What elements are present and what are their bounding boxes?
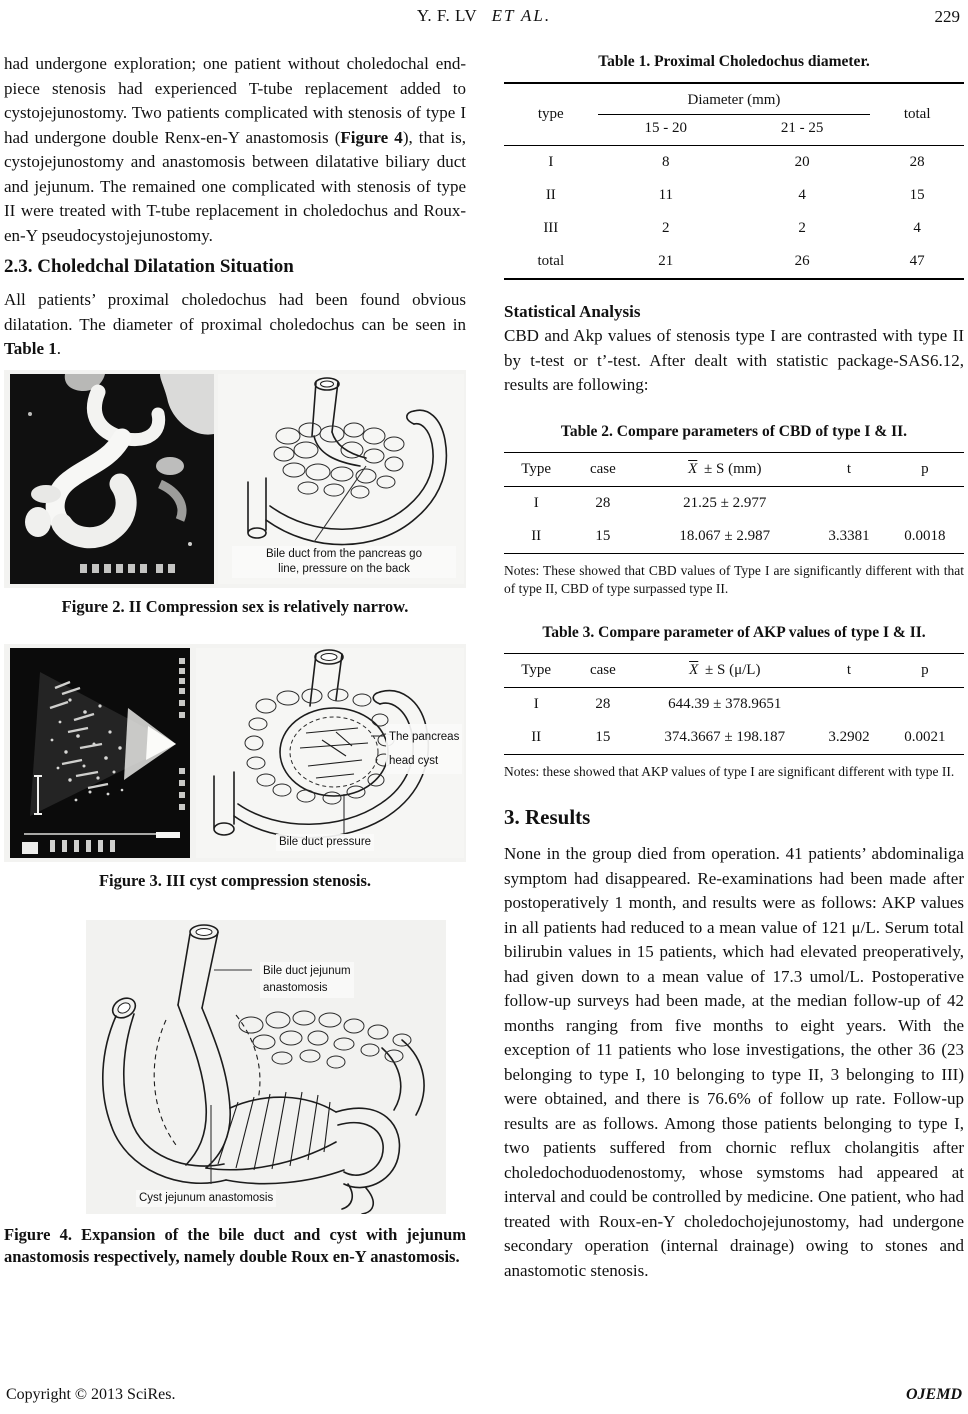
- figure2-caption: Figure 2. II Compression sex is relatively narrow.: [61, 596, 409, 616]
- table1: [504, 82, 964, 280]
- results-paragraph: None in the group died from operation. 41 patients’ abdominaliga symptom had disappeared. Re-examinations had been made after postoperatively 1 month, and results were as follows: AKP values in all patients had reduced to a mean value of 121 μ/L. Serum total bilirubin values in 15 patients, which had elevated preoperatively, had given down to a mean value of 17.3 umol/L. Postoperative follow-up surveys had been made, at the median follow-up of 42 months ranging from five months to eight years. With the exception of 11 patients who lose investigations, the other 36 (23 belonging to type I, 10 belonging to type II, 3 belonging to III) were obtained, and there is 76.6% of follow up rate. Follow-up results are as follows. Among those patients belonging to type I, two patients suffered from chornic reflux cholangitis after choledochoduodenostomy, whose symstoms had appeared at interval and could be controlled by medicine. One patient, who had treated with Roux-en-Y choledochojejunostomy, had undergone secondary operation (internal drainage) owing to stones and anastomotic stenosis.: [504, 844, 964, 1280]
- table2: [504, 452, 964, 554]
- figure4-caption: Figure 4. Expansion of the bile duct and cyst with jejunum anastomosis respectively, namely double Roux en-Y anastomosis.: [4, 1224, 466, 1266]
- table1-body: [504, 146, 964, 280]
- figure4-annotation-cyst: Cyst jejunum anastomosis: [136, 1190, 276, 1207]
- table3-header-p: p: [886, 653, 964, 687]
- left-column: [4, 52, 466, 1291]
- figure-4: [4, 918, 466, 1268]
- table3-title: Table 3. Compare parameter of AKP values of type I & II.: [542, 623, 926, 641]
- running-head: [0, 6, 968, 32]
- figure4-image-area: [4, 918, 466, 1216]
- copyright-notice: Copyright © 2013 SciRes.: [6, 1386, 176, 1403]
- figure3-annotation-pressure: Bile duct pressure: [276, 834, 374, 851]
- figure3-image-area: [4, 644, 466, 862]
- table2-body: [504, 486, 964, 553]
- table2-title: Table 2. Compare parameters of CBD of type I & II.: [560, 422, 908, 440]
- table3: [504, 653, 964, 755]
- table3-header-t: t: [812, 653, 886, 687]
- authors-italic: ET AL.: [491, 6, 552, 25]
- table1-header-range1: 15 - 20: [598, 115, 734, 146]
- table-row: II 15 18.067 ± 2.987 3.3381 0.0018: [504, 520, 964, 554]
- section-heading-2-3: 2.3. Choledchal Dilatation Situation: [4, 256, 294, 277]
- figure2-image-area: [4, 370, 466, 588]
- table-row: III 2 2 4: [543, 220, 921, 236]
- paragraph-exploration: had undergone exploration; one patient without choledochal end-piece stenosis had experienced T-tube replacement added to cystojejunostomy. Two patients complicated with stenosis of type I had undergone double Renx-en-Y anastomosis (Figure 4), that is, cystojejunostomy and anastomosis between dilatative biliary duct and jejunum. The remained one complicated with stenosis of type II were treated with T-tube replacement in choledochus and Roux-en-Y pseudocystojejunostomy.: [4, 54, 466, 245]
- table3-notes: Notes: these showed that AKP values of type I are significant different with type II.: [504, 763, 955, 779]
- figure2-xray-image: [10, 374, 214, 584]
- running-head-authors: [0, 6, 968, 26]
- statistical-analysis-paragraph: CBD and Akp values of stenosis type I are contrasted with type II by t-test or t’-test. After dealt with statistic package-SAS6.12, results are following:: [504, 326, 964, 394]
- table1-header-diameter: Diameter (mm): [598, 83, 871, 115]
- authors-roman: Y. F. LV: [416, 6, 477, 25]
- table3-header-case: case: [568, 653, 637, 687]
- journal-abbreviation: OJEMD: [905, 1386, 962, 1403]
- table1-header-range2: 21 - 25: [734, 115, 870, 146]
- figure3-caption: Figure 3. III cyst compression stenosis.: [98, 870, 372, 890]
- table2-header-mean: $\overline{X} \pm S$ (mm): [637, 452, 812, 486]
- table2-header-t: t: [812, 452, 886, 486]
- table1-header-type: type: [504, 83, 598, 146]
- table3-header-mean: $\overline{X} \pm S$ (μ/L): [637, 653, 812, 687]
- figure-3: [4, 644, 466, 892]
- table-row: II 15 374.3667 ± 198.187 3.2902 0.0021: [504, 721, 964, 755]
- two-column-body: [4, 52, 964, 1291]
- table1-header-total: total: [870, 83, 964, 146]
- table2-header-case: case: [568, 452, 637, 486]
- page-number: 229: [934, 7, 960, 26]
- table-row: I 28 21.25 ± 2.977: [533, 494, 767, 511]
- right-column: [504, 52, 964, 1291]
- table-row: total 21 26 47: [504, 245, 964, 279]
- figure-2: [4, 370, 466, 618]
- statistical-analysis-heading: Statistical Analysis: [504, 302, 641, 321]
- page-footer: [6, 1386, 962, 1404]
- figure3-ultrasound-image: [10, 648, 190, 858]
- figure2-annotation: Bile duct from the pancreas go line, pressure on the back: [232, 546, 456, 578]
- table2-header-p: p: [886, 452, 964, 486]
- table1-title: Table 1. Proximal Choledochus diameter.: [598, 53, 870, 70]
- table-row: I 28 644.39 ± 378.9651: [533, 695, 782, 712]
- table3-body: [504, 687, 964, 754]
- results-heading: 3. Results: [504, 805, 591, 829]
- table2-notes: Notes: These showed that CBD values of Type I are significantly different with that of type II, CBD of type surpassed type II.: [504, 562, 964, 596]
- table-row: II 11 4 15: [545, 187, 925, 203]
- table3-header-type: Type: [504, 653, 568, 687]
- table2-header-type: Type: [504, 452, 568, 486]
- figure3-annotation-cyst: The pancreas head cyst: [386, 724, 462, 774]
- figure4-annotation-bileduct: Bile duct jejunum anastomosis: [260, 962, 354, 998]
- table-row: I 8 20 28: [548, 154, 925, 170]
- paragraph-dilatation: All patients’ proximal choledochus had been found obvious dilatation. The diameter of proximal choledochus can be seen in Table 1.: [4, 290, 466, 358]
